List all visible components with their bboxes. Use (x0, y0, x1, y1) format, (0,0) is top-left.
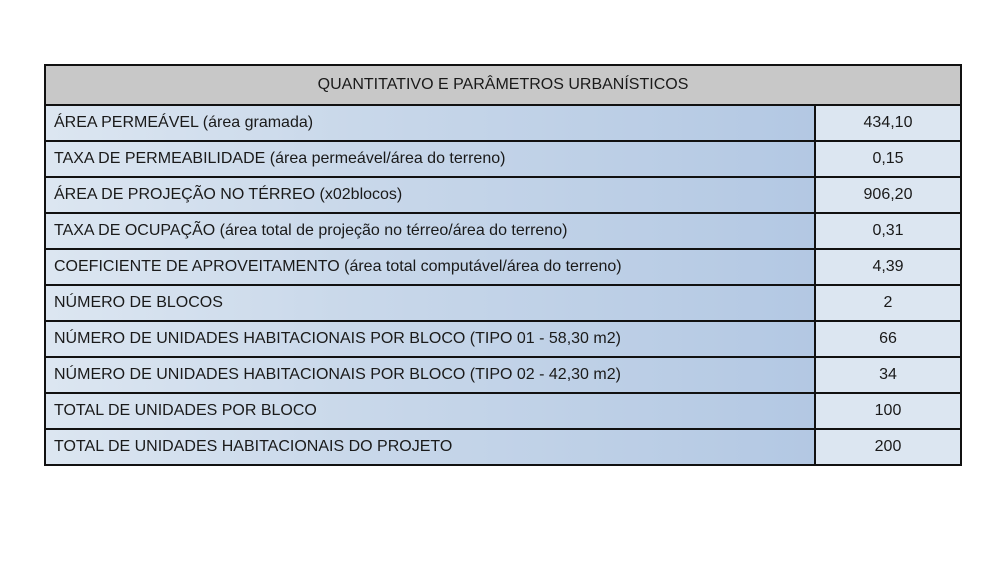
table-row (45, 429, 961, 465)
table-row (45, 213, 961, 249)
table-row (45, 177, 961, 213)
row-label: NÚMERO DE UNIDADES HABITACIONAIS POR BLOCO (TIPO 02 - 42,30 m2) (45, 357, 815, 393)
row-label: ÁREA DE PROJEÇÃO NO TÉRREO (x02blocos) (45, 177, 815, 213)
row-label: COEFICIENTE DE APROVEITAMENTO (área total computável/área do terreno) (45, 249, 815, 285)
table-title: QUANTITATIVO E PARÂMETROS URBANÍSTICOS (45, 65, 961, 105)
table-row (45, 393, 961, 429)
row-label: TOTAL DE UNIDADES POR BLOCO (45, 393, 815, 429)
row-label: NÚMERO DE UNIDADES HABITACIONAIS POR BLOCO (TIPO 01 - 58,30 m2) (45, 321, 815, 357)
row-value: 2 (815, 285, 961, 321)
row-value: 100 (815, 393, 961, 429)
row-label: NÚMERO DE BLOCOS (45, 285, 815, 321)
row-label: TAXA DE PERMEABILIDADE (área permeável/área do terreno) (45, 141, 815, 177)
table-row (45, 249, 961, 285)
table-row (45, 105, 961, 141)
row-value: 66 (815, 321, 961, 357)
row-value: 434,10 (815, 105, 961, 141)
table-row (45, 141, 961, 177)
table-row (45, 285, 961, 321)
urban-parameters-table (44, 64, 962, 466)
row-value: 906,20 (815, 177, 961, 213)
urban-parameters-table-container (44, 64, 960, 466)
row-label: ÁREA PERMEÁVEL (área gramada) (45, 105, 815, 141)
row-value: 200 (815, 429, 961, 465)
table-row (45, 357, 961, 393)
row-label: TOTAL DE UNIDADES HABITACIONAIS DO PROJETO (45, 429, 815, 465)
row-value: 0,31 (815, 213, 961, 249)
row-label: TAXA DE OCUPAÇÃO (área total de projeção no térreo/área do terreno) (45, 213, 815, 249)
row-value: 34 (815, 357, 961, 393)
table-header-row (45, 65, 961, 105)
row-value: 4,39 (815, 249, 961, 285)
row-value: 0,15 (815, 141, 961, 177)
table-row (45, 321, 961, 357)
